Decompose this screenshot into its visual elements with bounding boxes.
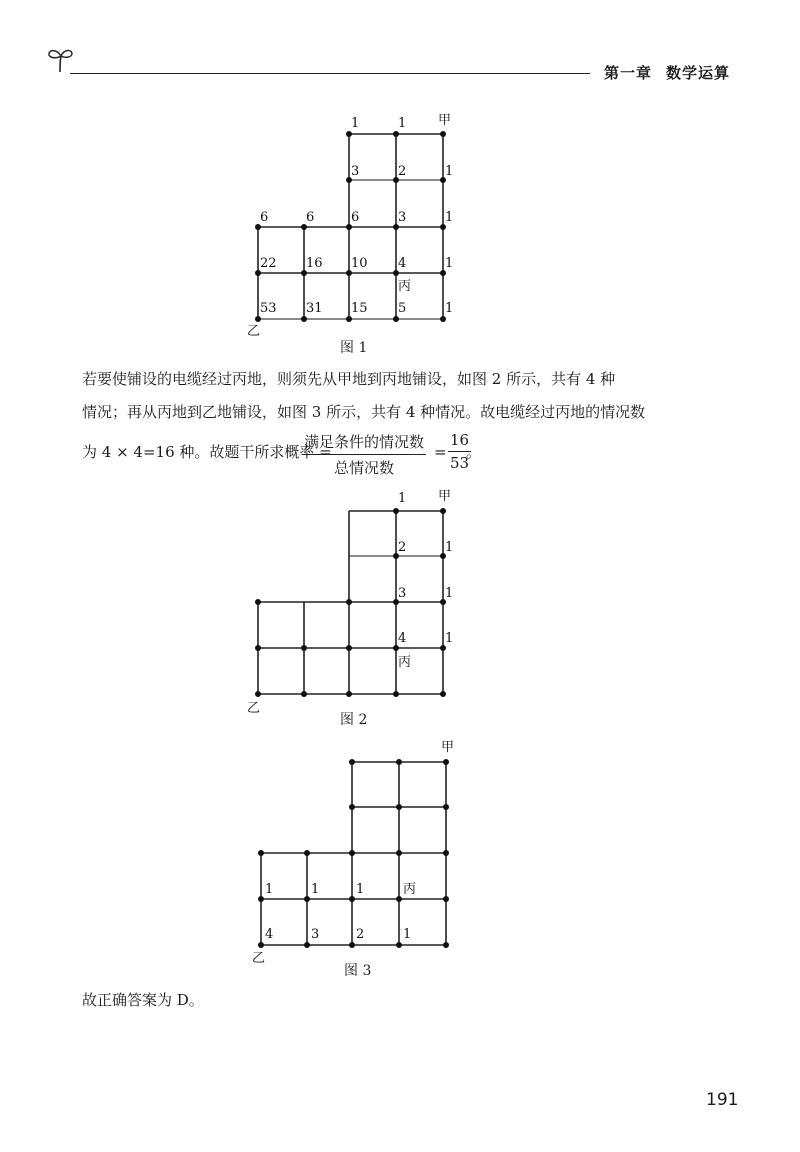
paragraph-line-3-prefix: 为 4 × 4=16 种。故题干所求概率 = bbox=[82, 443, 332, 461]
fig1-label: 10 bbox=[351, 256, 368, 271]
fig3-yi-label: 乙 bbox=[252, 951, 266, 966]
fig1-label: 6 bbox=[351, 210, 360, 225]
fig1-label: 1 bbox=[445, 210, 454, 225]
fig1-label: 4 bbox=[398, 256, 407, 271]
fraction-result-numerator: 16 bbox=[448, 431, 471, 452]
fig1-label: 22 bbox=[260, 256, 277, 271]
fig3-label: 3 bbox=[311, 927, 320, 942]
fig1-label: 53 bbox=[260, 301, 277, 316]
fig2-label: 1 bbox=[445, 540, 454, 555]
fig1-label: 1 bbox=[445, 164, 454, 179]
conclusion-text: 故正确答案为 D。 bbox=[82, 991, 204, 1009]
fig1-label: 3 bbox=[351, 164, 360, 179]
equals-sign: = bbox=[434, 443, 447, 461]
paragraph-line-1: 若要使铺设的电缆经过丙地，则须先从甲地到丙地铺设，如图 2 所示，共有 4 种 bbox=[82, 370, 616, 388]
fig2-bing-label: 丙 bbox=[398, 655, 412, 670]
fig2-label: 2 bbox=[398, 540, 407, 555]
fig3-jia-label: 甲 bbox=[441, 740, 455, 755]
chapter-title: 数学运算 bbox=[666, 64, 731, 82]
figure-1-caption: 图 1 bbox=[340, 340, 368, 356]
chapter-label: 第一章 bbox=[604, 64, 653, 82]
fig1-label: 6 bbox=[306, 210, 315, 225]
fig3-label: 1 bbox=[265, 882, 274, 897]
fig3-label: 1 bbox=[311, 882, 320, 897]
fig2-label: 1 bbox=[445, 586, 454, 601]
fraction-numerator: 满足条件的情况数 bbox=[302, 431, 426, 455]
figure-2-caption: 图 2 bbox=[340, 712, 368, 728]
fig1-label: 31 bbox=[306, 301, 323, 316]
fig1-jia-label: 甲 bbox=[438, 113, 452, 128]
sentence-end: 。 bbox=[466, 443, 482, 461]
fig1-label: 6 bbox=[260, 210, 269, 225]
fig3-label: 1 bbox=[356, 882, 365, 897]
fig1-label: 15 bbox=[351, 301, 368, 316]
fig1-label: 1 bbox=[445, 301, 454, 316]
paragraph-line-2: 情况；再从丙地到乙地铺设，如图 3 所示，共有 4 种情况。故电缆经过丙地的情况数 bbox=[82, 403, 646, 421]
fraction-denominator: 总情况数 bbox=[334, 459, 395, 477]
fig3-label: 1 bbox=[403, 927, 412, 942]
fig2-jia-label: 甲 bbox=[438, 489, 452, 504]
fig1-label: 1 bbox=[351, 116, 360, 131]
fig1-label: 1 bbox=[398, 116, 407, 131]
fig1-label: 5 bbox=[398, 301, 407, 316]
fig1-yi-label: 乙 bbox=[247, 324, 261, 339]
fig2-label: 4 bbox=[398, 631, 407, 646]
page-number: 191 bbox=[706, 1090, 739, 1110]
fig1-label: 3 bbox=[398, 210, 407, 225]
fig2-label: 1 bbox=[398, 491, 407, 506]
fig2-yi-label: 乙 bbox=[247, 701, 261, 716]
figure-3-caption: 图 3 bbox=[344, 963, 372, 979]
fraction-result-denominator: 53 bbox=[450, 454, 470, 472]
fig3-label: 4 bbox=[265, 927, 274, 942]
fig2-label: 3 bbox=[398, 586, 407, 601]
fig3-label: 2 bbox=[356, 927, 365, 942]
fig2-label: 1 bbox=[445, 631, 454, 646]
fig1-label: 16 bbox=[306, 256, 323, 271]
fig1-label: 1 bbox=[445, 256, 454, 271]
fig1-label: 2 bbox=[398, 164, 407, 179]
fig1-bing-label: 丙 bbox=[398, 279, 412, 294]
fig3-bing-label: 丙 bbox=[403, 882, 417, 897]
